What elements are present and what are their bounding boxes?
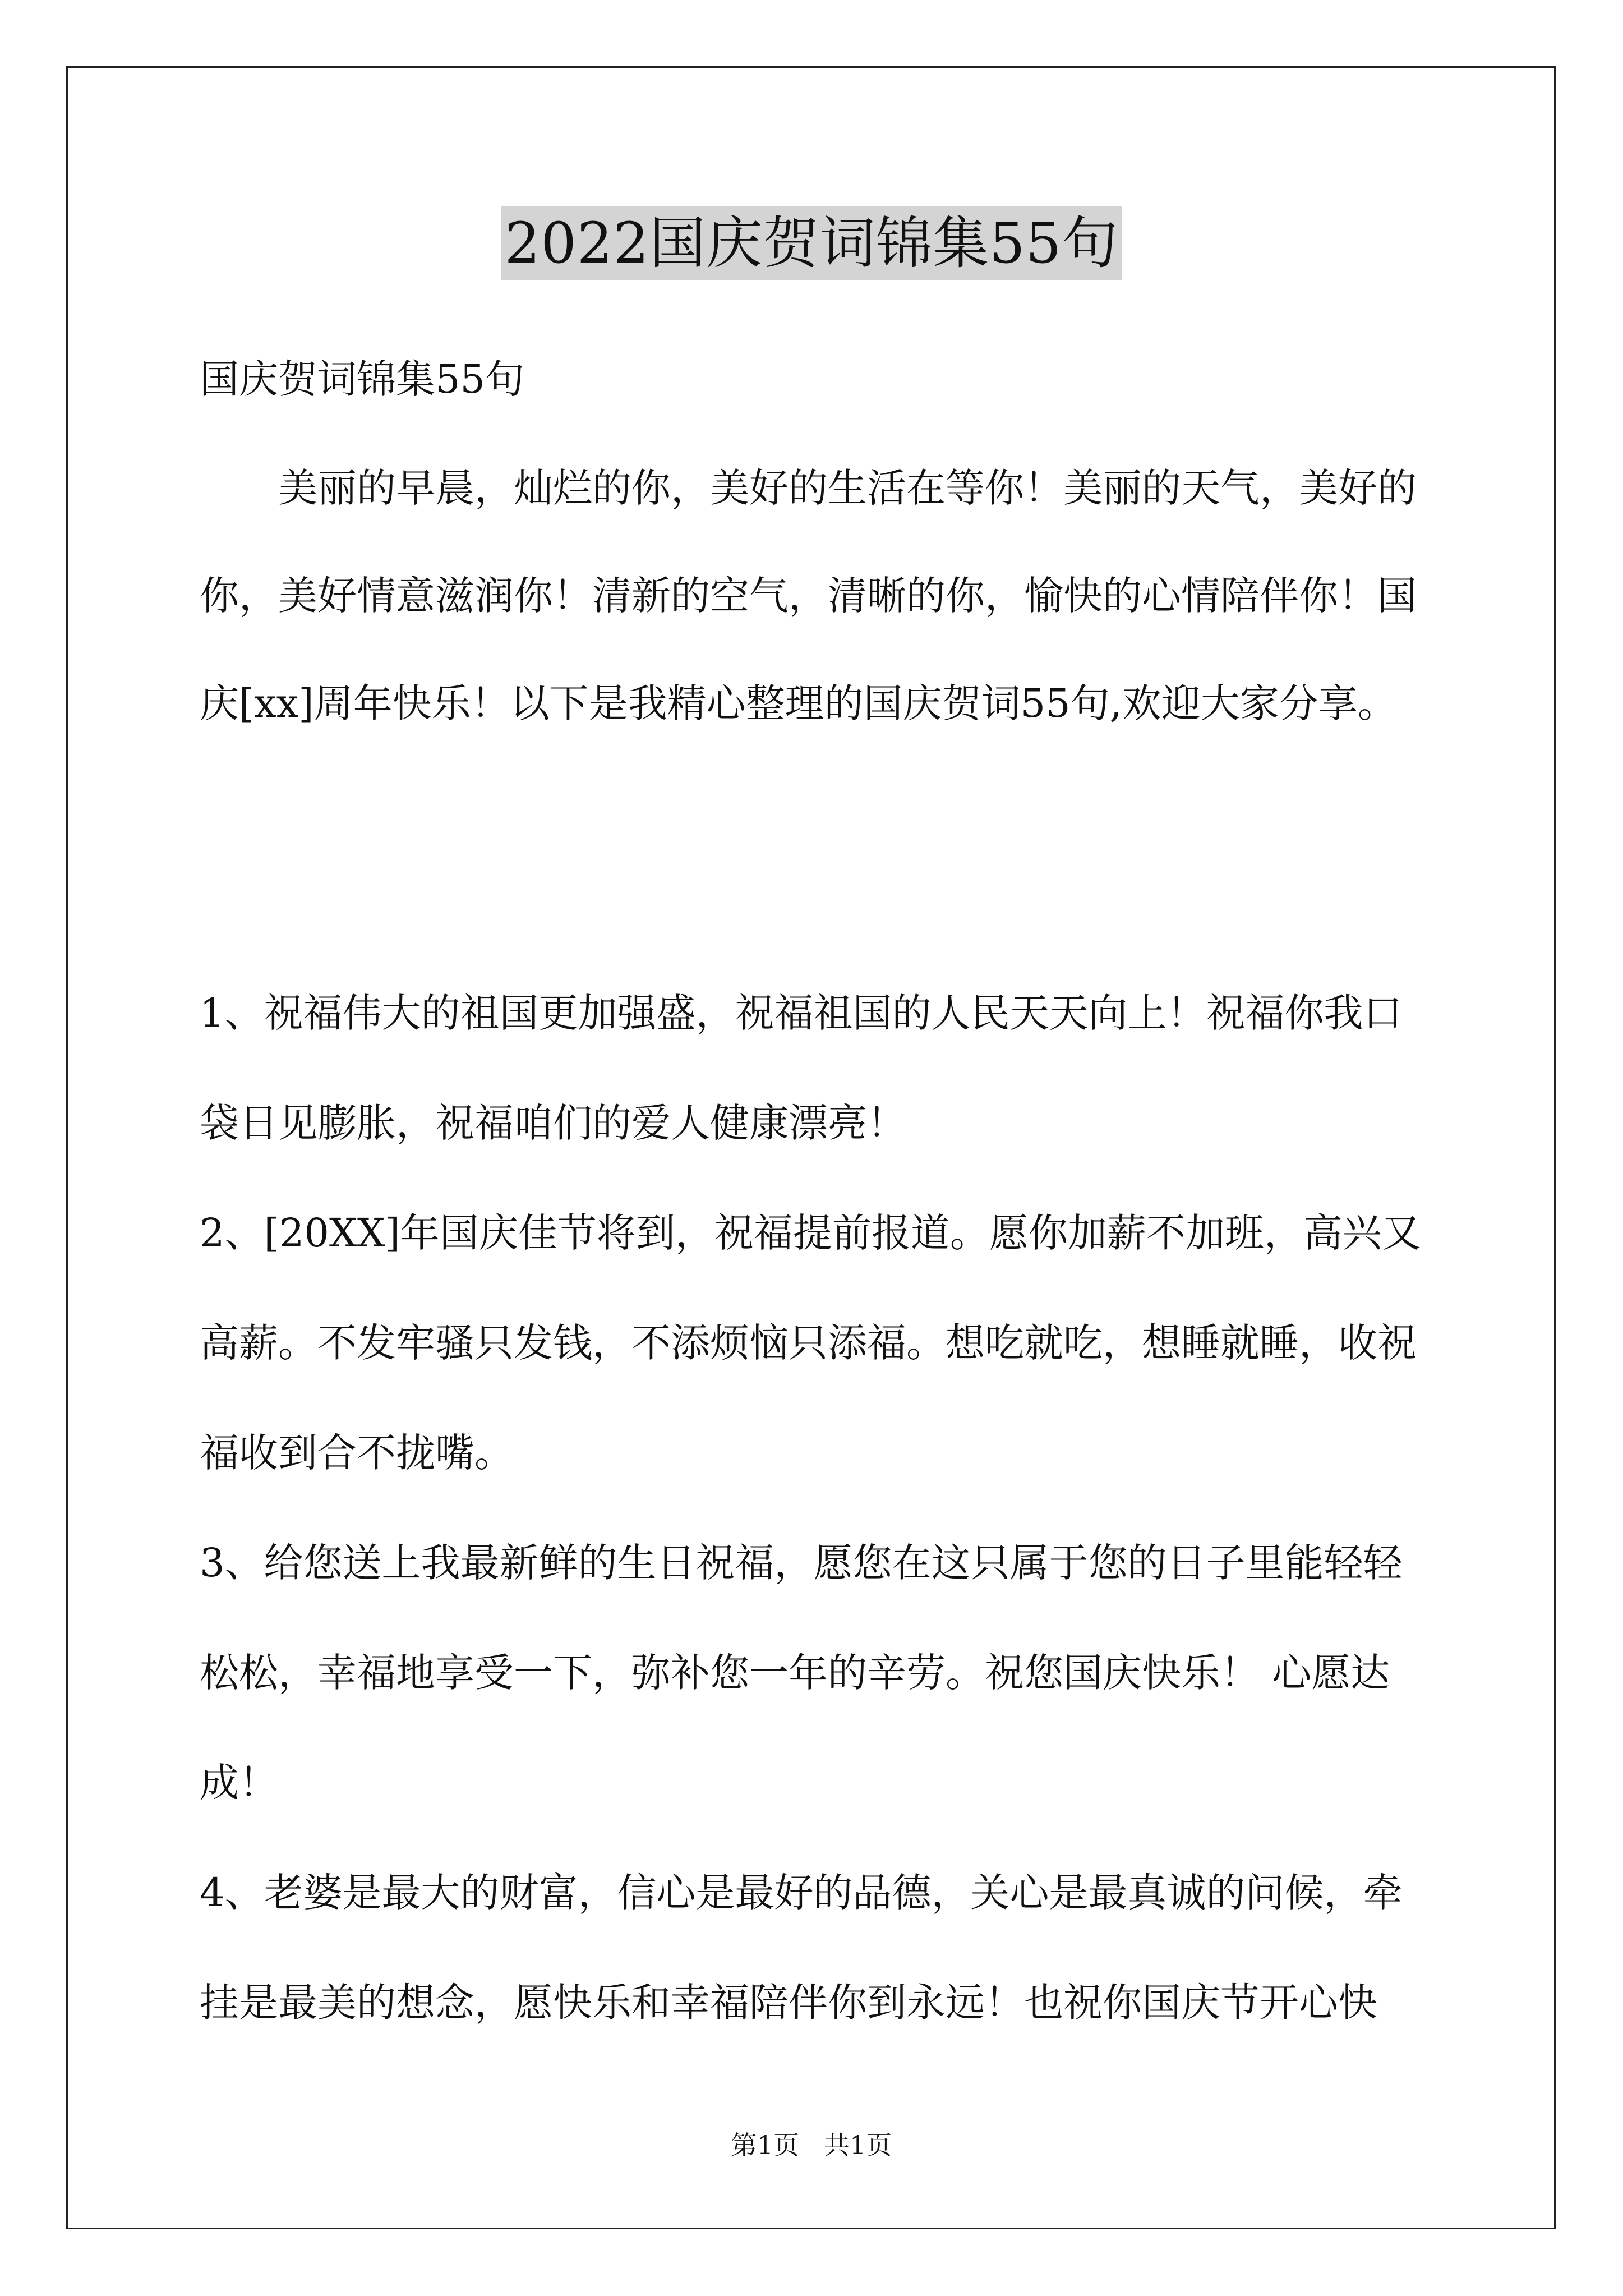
- list-item: 4、老婆是最大的财富，信心是最好的品德，关心是最真诚的问候，牵挂是最美的想念，愿快乐和幸福陪伴你到永远！也祝你国庆节开心快: [200, 1870, 1403, 2026]
- document-subtitle: 国庆贺词锦集55句: [200, 356, 525, 402]
- list-item: 2、[20XX]年国庆佳节将到，祝福提前报道。愿你加薪不加班，高兴又高薪。不发牢骚只发钱，不添烦恼只添福。想吃就吃，想睡就睡，收祝福收到合不拢嘴。: [200, 1210, 1421, 1476]
- greeting-list: [200, 958, 1431, 2058]
- page-total: 共1页: [823, 2130, 892, 2160]
- page-number: 第1页: [731, 2130, 800, 2160]
- page-footer: [0, 2128, 1623, 2162]
- intro-paragraph: 美丽的早晨，灿烂的你，美好的生活在等你！美丽的天气，美好的你，美好情意滋润你！清新的空气，清晰的你，愉快的心情陪伴你！国庆[xx]周年快乐！以下是我精心整理的国庆贺词55句,欢迎大家分享。: [200, 465, 1417, 726]
- document-title: 2022国庆贺词锦集55句: [501, 206, 1122, 280]
- list-item: 1、祝福伟大的祖国更加强盛，祝福祖国的人民天天向上！祝福你我口袋日见膨胀，祝福咱们的爱人健康漂亮！: [200, 990, 1403, 1146]
- title-wrap: [0, 206, 1623, 280]
- list-item: 3、给您送上我最新鲜的生日祝福，愿您在这只属于您的日子里能轻轻松松，幸福地享受一下，弥补您一年的辛劳。祝您国庆快乐！ 心愿达成！: [200, 1540, 1403, 1806]
